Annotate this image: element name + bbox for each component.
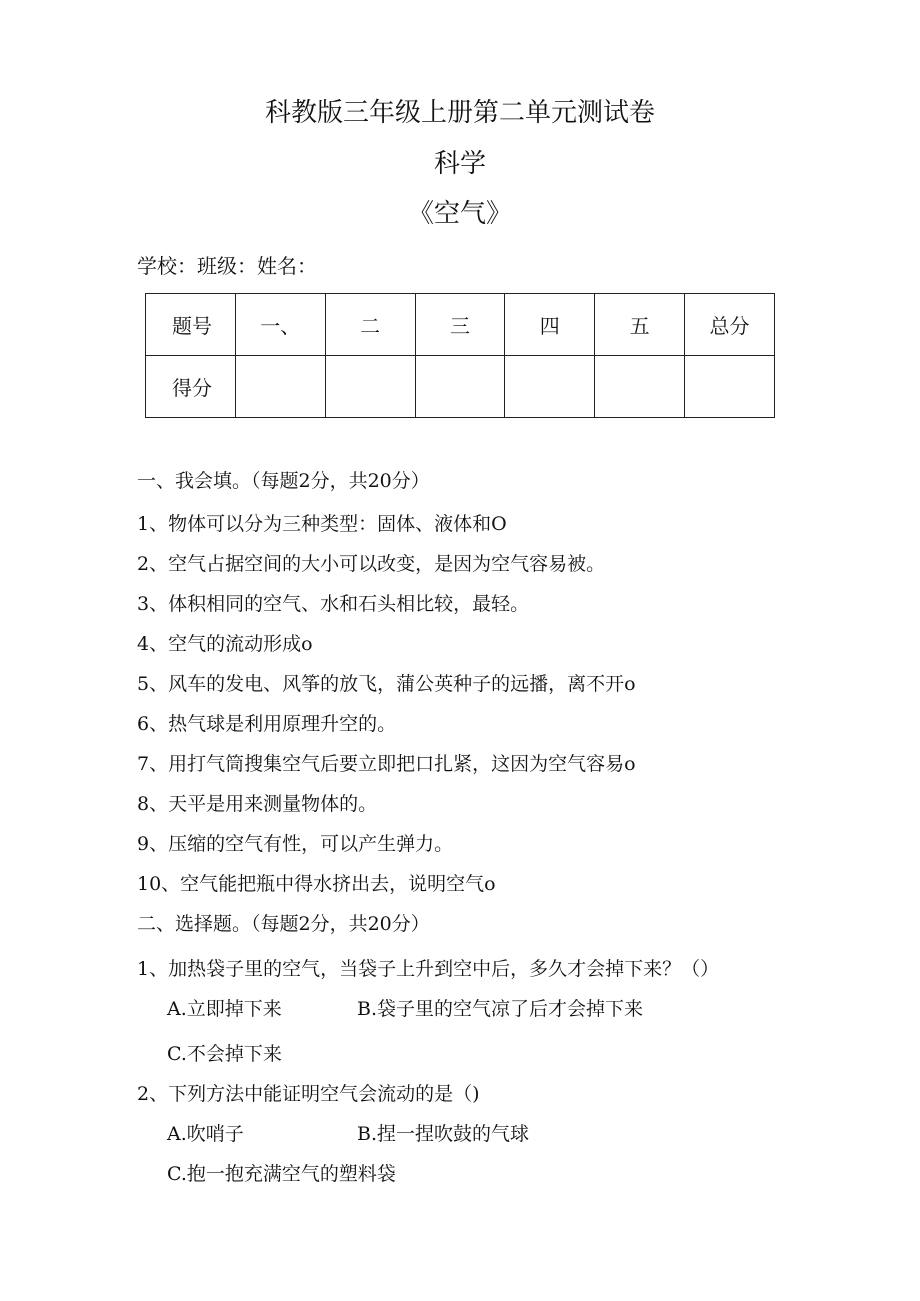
fill-question: 6、热气球是利用原理升空的。 xyxy=(137,713,397,735)
fill-question: 9、压缩的空气有性，可以产生弹力。 xyxy=(137,833,454,855)
exam-title: 科教版三年级上册第二单元测试卷 xyxy=(264,98,655,128)
score-cell xyxy=(415,356,505,418)
subject-title: 科学 xyxy=(433,149,486,179)
fill-question: 2、空气占据空间的大小可以改变，是因为空气容易被。 xyxy=(137,553,606,575)
fill-question: 5、风车的发电、风筝的放飞，蒲公英种子的远播，离不开o xyxy=(137,673,636,695)
table-cell: 二 xyxy=(325,294,415,356)
score-table-score-row xyxy=(146,356,775,418)
fill-question: 7、用打气筒搜集空气后要立即把口扎紧，这因为空气容易o xyxy=(137,753,636,775)
table-cell: 四 xyxy=(505,294,595,356)
score-cell xyxy=(235,356,325,418)
choice-option-a: A.吹哨子 xyxy=(167,1123,244,1145)
fill-question: 4、空气的流动形成o xyxy=(137,633,313,655)
choice-option-a: A.立即掉下来 xyxy=(167,998,282,1020)
choice-question-stem: 2、下列方法中能证明空气会流动的是（) xyxy=(137,1083,480,1105)
fill-question: 8、天平是用来测量物体的。 xyxy=(137,793,378,815)
section1-heading: 一、我会填。（每题2分，共20分） xyxy=(137,470,430,492)
fill-question: 3、体积相同的空气、水和石头相比较，最轻。 xyxy=(137,593,530,615)
student-info-line: 学校：班级：姓名： xyxy=(137,254,317,278)
score-table-header-row xyxy=(146,294,775,356)
choice-option-c: C.不会掉下来 xyxy=(167,1043,282,1065)
table-cell: 总分 xyxy=(685,294,775,356)
table-cell: 三 xyxy=(415,294,505,356)
choice-option-b: B.袋子里的空气凉了后才会掉下来 xyxy=(357,998,644,1020)
score-cell xyxy=(325,356,415,418)
fill-question: 1、物体可以分为三种类型：固体、液体和O xyxy=(137,513,507,535)
choice-option-b: B.捏一捏吹鼓的气球 xyxy=(357,1123,530,1145)
fill-question: 10、空气能把瓶中得水挤出去，说明空气o xyxy=(137,873,496,895)
section2-heading: 二、选择题。（每题2分，共20分） xyxy=(137,913,430,935)
score-table xyxy=(145,293,775,418)
table-cell: 一、 xyxy=(235,294,325,356)
table-cell: 五 xyxy=(595,294,685,356)
table-cell: 题号 xyxy=(146,294,236,356)
unit-title: 《空气》 xyxy=(407,199,512,229)
score-cell xyxy=(685,356,775,418)
table-cell: 得分 xyxy=(146,356,236,418)
choice-option-c: C.抱一抱充满空气的塑料袋 xyxy=(167,1163,396,1185)
score-cell xyxy=(505,356,595,418)
score-cell xyxy=(595,356,685,418)
choice-question-stem: 1、加热袋子里的空气，当袋子上升到空中后，多久才会掉下来？（） xyxy=(137,958,720,980)
